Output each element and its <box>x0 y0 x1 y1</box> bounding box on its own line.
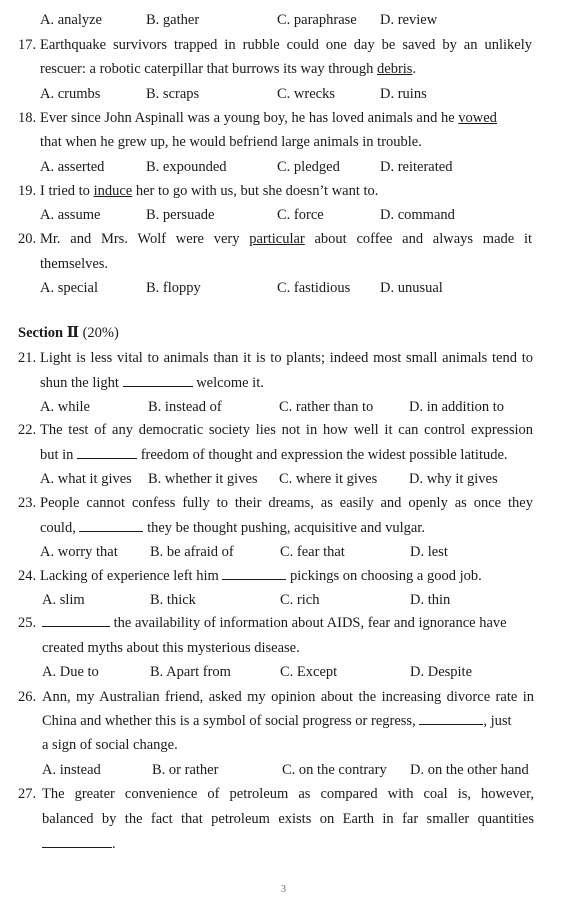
q26-stem-line1: Ann, my Australian friend, asked my opinion about the increasing divorce rate in <box>42 689 534 705</box>
q22-answer-blank[interactable] <box>77 446 137 459</box>
q22-option-c[interactable]: C. where it gives <box>279 471 378 487</box>
q23-option-c[interactable]: C. fear that <box>280 544 345 560</box>
q18-option-b[interactable]: B. expounded <box>146 159 227 175</box>
q21-option-a[interactable]: A. while <box>40 399 90 415</box>
q17-key-word: debris <box>377 61 413 77</box>
q18-stem-line2: that when he grew up, he would befriend large animals in trouble. <box>40 134 422 150</box>
q20-option-c[interactable]: C. fastidious <box>277 280 351 296</box>
q24-option-d[interactable]: D. thin <box>410 592 451 608</box>
q17-option-a[interactable]: A. crumbs <box>40 86 101 102</box>
q19-option-b[interactable]: B. persuade <box>146 207 215 223</box>
q25-stem-line1: the availability of information about AIDS, fear and ignorance have <box>42 614 534 632</box>
q17-option-b[interactable]: B. scraps <box>146 86 200 102</box>
q20-number: 20. <box>18 231 37 247</box>
q19-stem-line1: I tried to induce her to go with us, but she doesn’t want to. <box>40 183 379 199</box>
section-title: Section Ⅱ <box>18 325 79 341</box>
q21-stem-line2: shun the light welcome it. <box>40 375 264 391</box>
q25-number: 25. <box>18 615 37 631</box>
q21-number: 21. <box>18 350 37 366</box>
q26-stem-line2: China and whether this is a symbol of social progress or regress, , just <box>42 713 512 729</box>
q19-option-d[interactable]: D. command <box>380 207 455 223</box>
q22-option-d[interactable]: D. why it gives <box>409 471 498 487</box>
page-number: 3 <box>281 884 286 895</box>
q27-stem-line1: The greater convenience of petroleum as compared with coal is, however, <box>42 786 534 802</box>
q24-stem-line1: Lacking of experience left him pickings on choosing a good job. <box>40 568 482 584</box>
q22-option-b[interactable]: B. whether it gives <box>148 471 258 487</box>
q26-option-a[interactable]: A. instead <box>42 762 101 778</box>
q17-stem-line1: Earthquake survivors trapped in rubble could one day be saved by an unlikely <box>40 37 532 53</box>
q18-number: 18. <box>18 110 37 126</box>
q18-option-d[interactable]: D. reiterated <box>380 159 453 175</box>
q27-answer-blank[interactable] <box>42 835 112 848</box>
q17-stem-line2: rescuer: a robotic caterpillar that burrows its way through debris. <box>40 61 417 77</box>
section-heading <box>18 324 119 342</box>
q21-option-d[interactable]: D. in addition to <box>409 399 505 415</box>
q19-key-word: induce <box>93 183 133 199</box>
q26-number: 26. <box>18 689 37 705</box>
q18-option-c[interactable]: C. pledged <box>277 159 340 175</box>
q27-stem-line3: . <box>42 835 116 853</box>
q25-option-d[interactable]: D. Despite <box>410 664 473 680</box>
q17-option-c[interactable]: C. wrecks <box>277 86 335 102</box>
q25-option-b[interactable]: B. Apart from <box>150 664 231 680</box>
q24-number: 24. <box>18 568 37 584</box>
q20-stem-line2: themselves. <box>40 256 109 272</box>
q22-option-a[interactable]: A. what it gives <box>40 471 132 487</box>
q26-stem-line3: a sign of social change. <box>42 737 178 753</box>
q17-option-d[interactable]: D. ruins <box>380 86 427 102</box>
q21-stem-line1: Light is less vital to animals than it is to plants; indeed most small animals tend to <box>40 350 533 366</box>
q16-option-b[interactable]: B. gather <box>146 12 200 28</box>
q23-number: 23. <box>18 495 37 511</box>
q24-option-c[interactable]: C. rich <box>280 592 320 608</box>
q26-option-b[interactable]: B. or rather <box>152 762 219 778</box>
q25-answer-blank[interactable] <box>42 614 110 627</box>
q20-option-d[interactable]: D. unusual <box>380 280 443 296</box>
q22-stem-line1: The test of any democratic society lies not in how well it can control expression <box>40 422 533 438</box>
q23-stem-line2: could, they be thought pushing, acquisitive and vulgar. <box>40 520 425 536</box>
q20-key-word: particular <box>249 231 305 247</box>
q18-option-a[interactable]: A. asserted <box>40 159 105 175</box>
q26-answer-blank[interactable] <box>419 712 483 725</box>
q21-answer-blank[interactable] <box>123 374 193 387</box>
q26-option-c[interactable]: C. on the contrary <box>282 762 387 778</box>
q23-option-a[interactable]: A. worry that <box>40 544 118 560</box>
q18-stem-line1: Ever since John Aspinall was a young boy, he has loved animals and he vowed <box>40 110 497 126</box>
q22-stem-line2: but in freedom of thought and expression the widest possible latitude. <box>40 447 508 463</box>
q20-option-b[interactable]: B. floppy <box>146 280 201 296</box>
q19-number: 19. <box>18 183 37 199</box>
q27-number: 27. <box>18 786 37 802</box>
q20-stem-line1: Mr. and Mrs. Wolf were very particular about coffee and always made it <box>40 231 533 247</box>
q23-option-b[interactable]: B. be afraid of <box>150 544 234 560</box>
q21-option-b[interactable]: B. instead of <box>148 399 222 415</box>
q24-answer-blank[interactable] <box>222 567 286 580</box>
q17-number: 17. <box>18 37 37 53</box>
q16-option-c[interactable]: C. paraphrase <box>277 12 357 28</box>
q16-option-d[interactable]: D. review <box>380 12 438 28</box>
q16-option-a[interactable]: A. analyze <box>40 12 102 28</box>
q19-option-a[interactable]: A. assume <box>40 207 101 223</box>
q26-option-d[interactable]: D. on the other hand <box>410 762 529 778</box>
q27-stem-line2: balanced by the fact that petroleum exists on Earth in far smaller quantities <box>42 811 534 827</box>
q23-stem-line1: People cannot confess fully to their dreams, as easily and openly as once they <box>40 495 533 511</box>
q25-option-c[interactable]: C. Except <box>280 664 338 680</box>
q24-option-a[interactable]: A. slim <box>42 592 85 608</box>
q25-stem-line2: created myths about this mysterious disease. <box>42 640 300 656</box>
q24-option-b[interactable]: B. thick <box>150 592 196 608</box>
q25-option-a[interactable]: A. Due to <box>42 664 99 680</box>
q18-key-word: vowed <box>458 110 497 126</box>
q23-option-d[interactable]: D. lest <box>410 544 448 560</box>
q20-option-a[interactable]: A. special <box>40 280 98 296</box>
q23-answer-blank[interactable] <box>79 519 143 532</box>
q22-number: 22. <box>18 422 37 438</box>
q21-option-c[interactable]: C. rather than to <box>279 399 374 415</box>
q19-option-c[interactable]: C. force <box>277 207 324 223</box>
section-percentage: (20%) <box>82 325 119 341</box>
